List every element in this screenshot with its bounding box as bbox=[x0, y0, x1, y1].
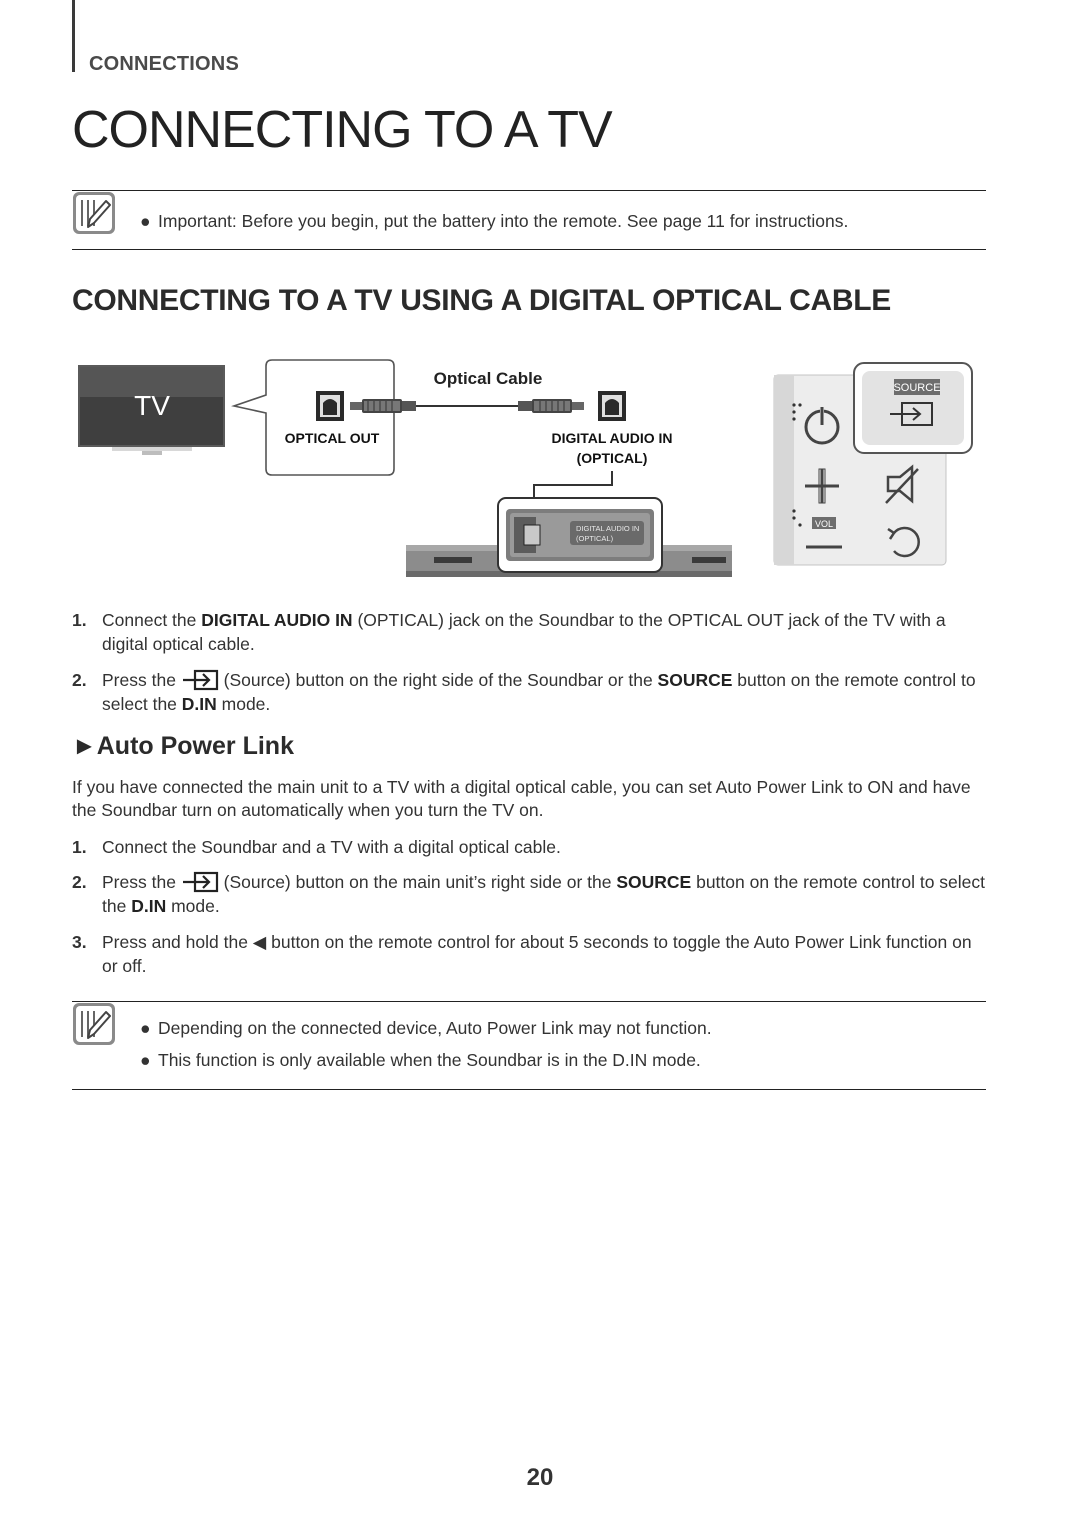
tv-label: TV bbox=[134, 390, 170, 421]
soundbar-small-label: DIGITAL AUDIO IN bbox=[576, 524, 640, 533]
page-number: 20 bbox=[526, 1464, 554, 1491]
note-box bbox=[72, 190, 986, 250]
soundbar-port-label-2: (OPTICAL) bbox=[576, 450, 648, 466]
note-item: ● Important: Before you begin, put the battery into the remote. See page 11 for instructions. bbox=[140, 211, 849, 231]
connection-diagram bbox=[72, 355, 982, 585]
header-bar bbox=[72, 0, 75, 72]
remote-vol-label: VOL bbox=[814, 519, 834, 529]
note-pencil-icon bbox=[72, 1002, 116, 1046]
subsection-title: CONNECTING TO A TV USING A DIGITAL OPTICAL CABLE bbox=[72, 284, 891, 317]
auto-power-link-heading: ►Auto Power Link bbox=[72, 732, 294, 760]
tv-illustration bbox=[78, 365, 225, 455]
tv-port-label: OPTICAL OUT bbox=[284, 430, 380, 446]
auto-power-link-intro: If you have connected the main unit to a TV with a digital optical cable, you can set Auto Power Link to ON and have the Soundbar turn on automatically when you turn the TV on. bbox=[72, 777, 971, 820]
cable-label: Optical Cable bbox=[433, 369, 543, 388]
note-pencil-icon bbox=[72, 191, 116, 235]
note-item: ● Depending on the connected device, Auto Power Link may not function. bbox=[140, 1018, 712, 1038]
note-item: ● This function is only available when the Soundbar is in the D.IN mode. bbox=[140, 1050, 701, 1070]
step-item: 1. Connect the DIGITAL AUDIO IN (OPTICAL) jack on the Soundbar to the OPTICAL OUT jack of the TV with a digital optical cable. bbox=[72, 610, 946, 654]
source-icon bbox=[181, 871, 219, 893]
remote-illustration bbox=[774, 363, 972, 565]
source-icon bbox=[181, 669, 219, 691]
step-item: 3. Press and hold the ◀ button on the remote control for about 5 seconds to toggle the Auto Power Link function on or off. bbox=[72, 932, 972, 976]
step-item: 1. Connect the Soundbar and a TV with a digital optical cable. bbox=[72, 837, 561, 857]
note-box bbox=[72, 1001, 986, 1090]
remote-source-label: SOURCE bbox=[893, 382, 941, 394]
page-title: CONNECTING TO A TV bbox=[72, 101, 612, 159]
section-label: CONNECTIONS bbox=[89, 53, 239, 75]
soundbar-small-label-2: (OPTICAL) bbox=[576, 534, 614, 543]
step-item: 2. Press the (Source) button on the main unit’s right side or the SOURCE button on the remote control to select the D.IN mode. bbox=[72, 872, 986, 916]
step-item: 2. Press the (Source) button on the right side of the Soundbar or the SOURCE button on the remote control to select the D.IN mode. bbox=[72, 670, 976, 714]
soundbar-port-label: DIGITAL AUDIO IN bbox=[551, 430, 673, 446]
